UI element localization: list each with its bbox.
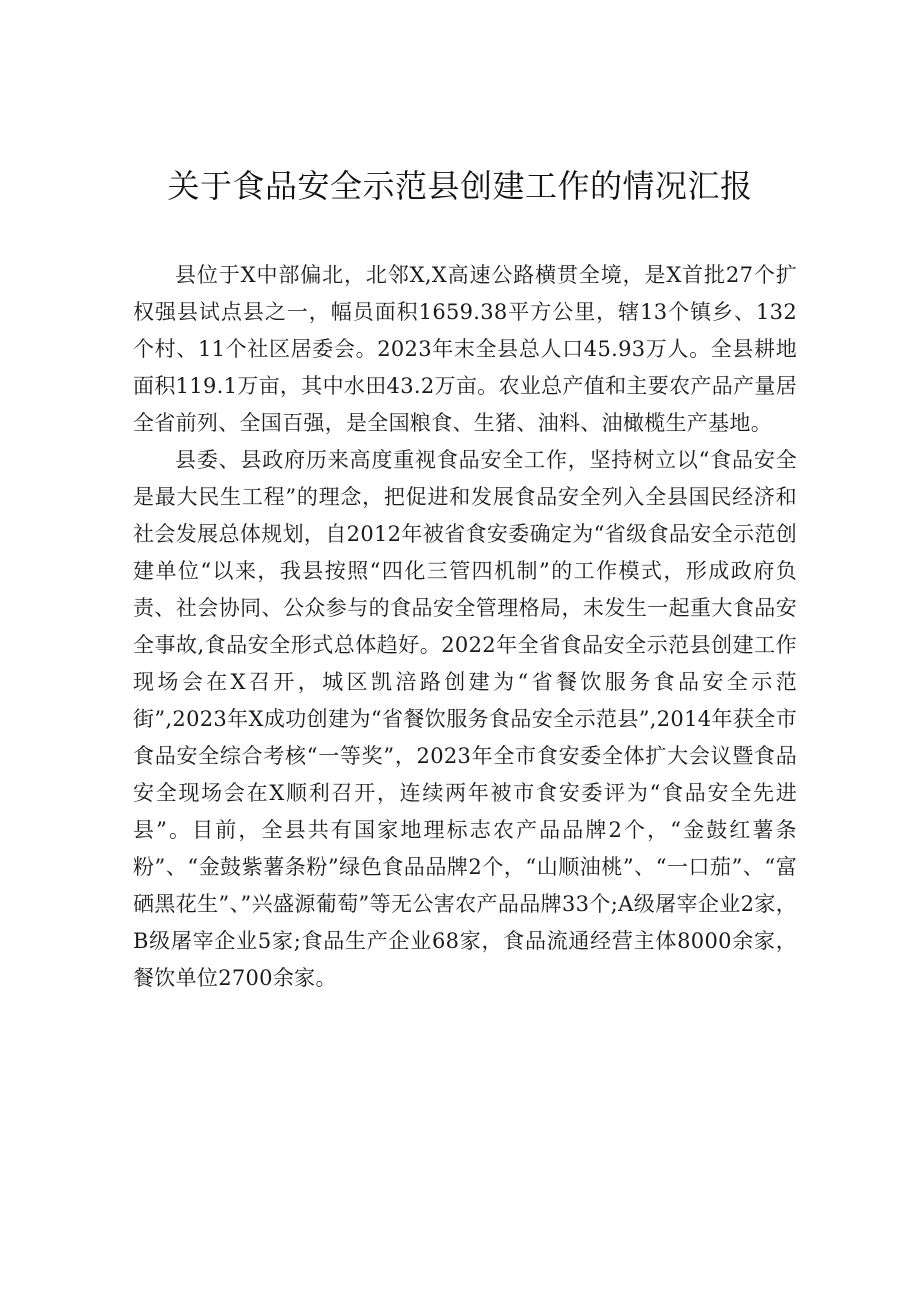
paragraph-county-overview: 县位于X中部偏北，北邻X,X高速公路横贯全境，是X首批27个扩权强县试点县之一，幅员面积1659.38平方公里，辖13个镇乡、132个村、11个社区居委会。2023年末全县总人口45.93万人。全县耕地面积119.1万亩，其中水田43.2万亩。农业总产值和主要农产品产量居全省前列、全国百强，是全国粮食、生猪、油料、油橄榄生产基地。 [133,263,797,435]
document-title: 关于食品安全示范县创建工作的情况汇报 [167,167,753,205]
paragraph-food-safety-work: 县委、县政府历来高度重视食品安全工作，坚持树立以“食品安全是最大民生工程”的理念，把促进和发展食品安全列入全县国民经济和社会发展总体规划，自2012年被省食安委确定为“省级食品安全示范创建单位“以来，我县按照“四化三管四机制”的工作模式，形成政府负责、社会协同、公众参与的食品安全管理格局，未发生一起重大食品安全事故,食品安全形式总体趋好。2022年全省食品安全示范县创建工作现场会在X召开，城区凯涪路创建为“省餐饮服务食品安全示范街”,2023年X成功创建为“省餐饮服务食品安全示范县”,2014年获全市食品安全综合考核“一等奖”，2023年全市食安委全体扩大会议暨食品安全现场会在X顺利召开，连续两年被市食安委评为“食品安全先进县”。目前，全县共有国家地理标志农产品品牌2个，“金鼓红薯条粉”、“金鼓紫薯条粉”绿色食品品牌2个，“山顺油桃”、“一口茄”、“富硒黑花生”、”兴盛源葡萄”等无公害农产品品牌33个;A级屠宰企业2家，B级屠宰企业5家;食品生产企业68家，食品流通经营主体8000余家，餐饮单位2700余家。 [133,448,797,990]
document-body [133,257,797,997]
